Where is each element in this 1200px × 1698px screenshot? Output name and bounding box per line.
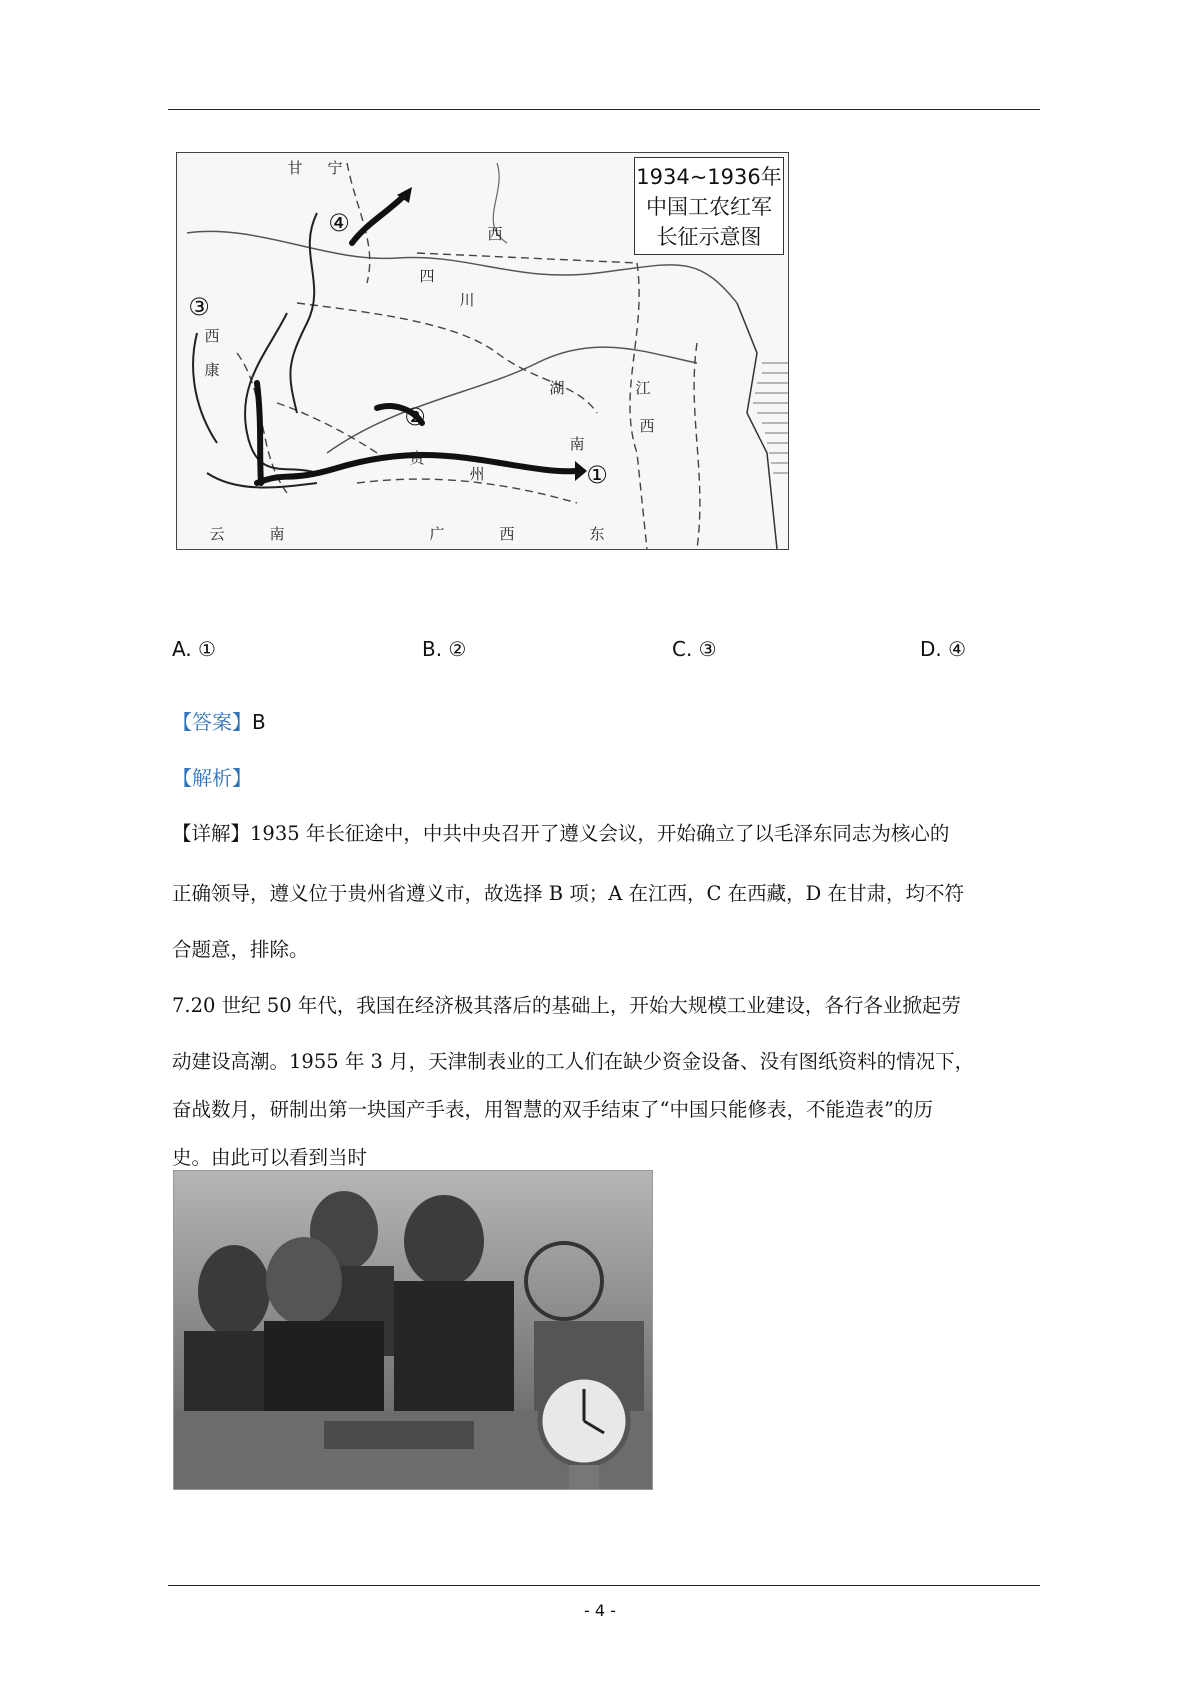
- question-7-line-3: 奋战数月，研制出第一块国产手表，用智慧的双手结束了“中国只能修表，不能造表”的历: [172, 1098, 933, 1121]
- detail-line-3: 合题意，排除。: [172, 938, 309, 961]
- footer-rule: [168, 1585, 1040, 1586]
- answer-line: [172, 706, 266, 735]
- detail-label: 【详解】: [172, 822, 251, 845]
- question-7-line-2: 动建设高潮。1955 年 3 月，天津制表业的工人们在缺少资金设备、没有图纸资料的情况下，: [172, 1050, 975, 1073]
- photo-drawing: [174, 1171, 652, 1489]
- page-number: - 4 -: [584, 1601, 616, 1620]
- option-a[interactable]: A. ①: [172, 637, 216, 661]
- answer-label: 【答案】: [172, 710, 252, 734]
- question-7-line-4: 史。由此可以看到当时: [172, 1146, 368, 1169]
- place-kang: 康: [204, 361, 220, 379]
- option-d[interactable]: D. ④: [920, 637, 967, 661]
- detail-line-2: 正确领导，遵义位于贵州省遵义市，故选择 B 项；A 在江西，C 在西藏，D 在甘肃，均不符: [172, 882, 964, 905]
- option-b[interactable]: B. ②: [422, 637, 467, 661]
- place-hu: 湖: [549, 379, 565, 397]
- place-si: 四: [419, 267, 435, 285]
- map-title-box: [634, 157, 784, 255]
- marker-4: ④: [328, 209, 350, 237]
- option-c[interactable]: C. ③: [672, 637, 717, 661]
- long-march-map: [176, 152, 789, 550]
- place-jiang: 江: [635, 379, 651, 397]
- detail-text-1: 1935 年长征途中，中共中央召开了遵义会议，开始确立了以毛泽东同志为核心的: [250, 822, 950, 845]
- place-ning: 宁: [327, 159, 343, 177]
- marker-2: ②: [404, 403, 426, 431]
- place-yun-nan: 南: [269, 525, 285, 543]
- place-gx-xi: 西: [499, 525, 515, 543]
- marker-1: ①: [586, 461, 608, 489]
- detail-line-1: [172, 818, 949, 846]
- header-rule: [168, 109, 1040, 110]
- answer-value: B: [252, 710, 266, 734]
- analysis-label: 【解析】: [172, 766, 252, 790]
- analysis-line: [172, 762, 252, 791]
- question-7-line-1: 7.20 世纪 50 年代，我国在经济极其落后的基础上，开始大规模工业建设，各行各业掀起劳: [172, 994, 961, 1017]
- watch-workers-photo: [173, 1170, 653, 1490]
- place-xi: 西: [204, 327, 220, 345]
- place-jx-xi: 西: [639, 417, 655, 435]
- map-title-line3: 长征示意图: [656, 225, 762, 249]
- place-nan: 南: [569, 435, 585, 453]
- place-dong: 东: [589, 525, 605, 543]
- place-gan: 甘: [287, 159, 303, 177]
- place-zhou: 州: [469, 465, 485, 483]
- place-gui: 贵: [409, 449, 425, 467]
- place-yun: 云: [209, 525, 225, 543]
- map-title-line2: 中国工农红军: [646, 195, 772, 219]
- answer-options: [172, 637, 1042, 671]
- marker-3: ③: [188, 293, 210, 321]
- map-title-line1: 1934~1936年: [636, 165, 782, 189]
- place-chuan: 川: [459, 291, 475, 309]
- place-guang: 广: [429, 525, 445, 543]
- place-shaan: 西: [487, 225, 503, 243]
